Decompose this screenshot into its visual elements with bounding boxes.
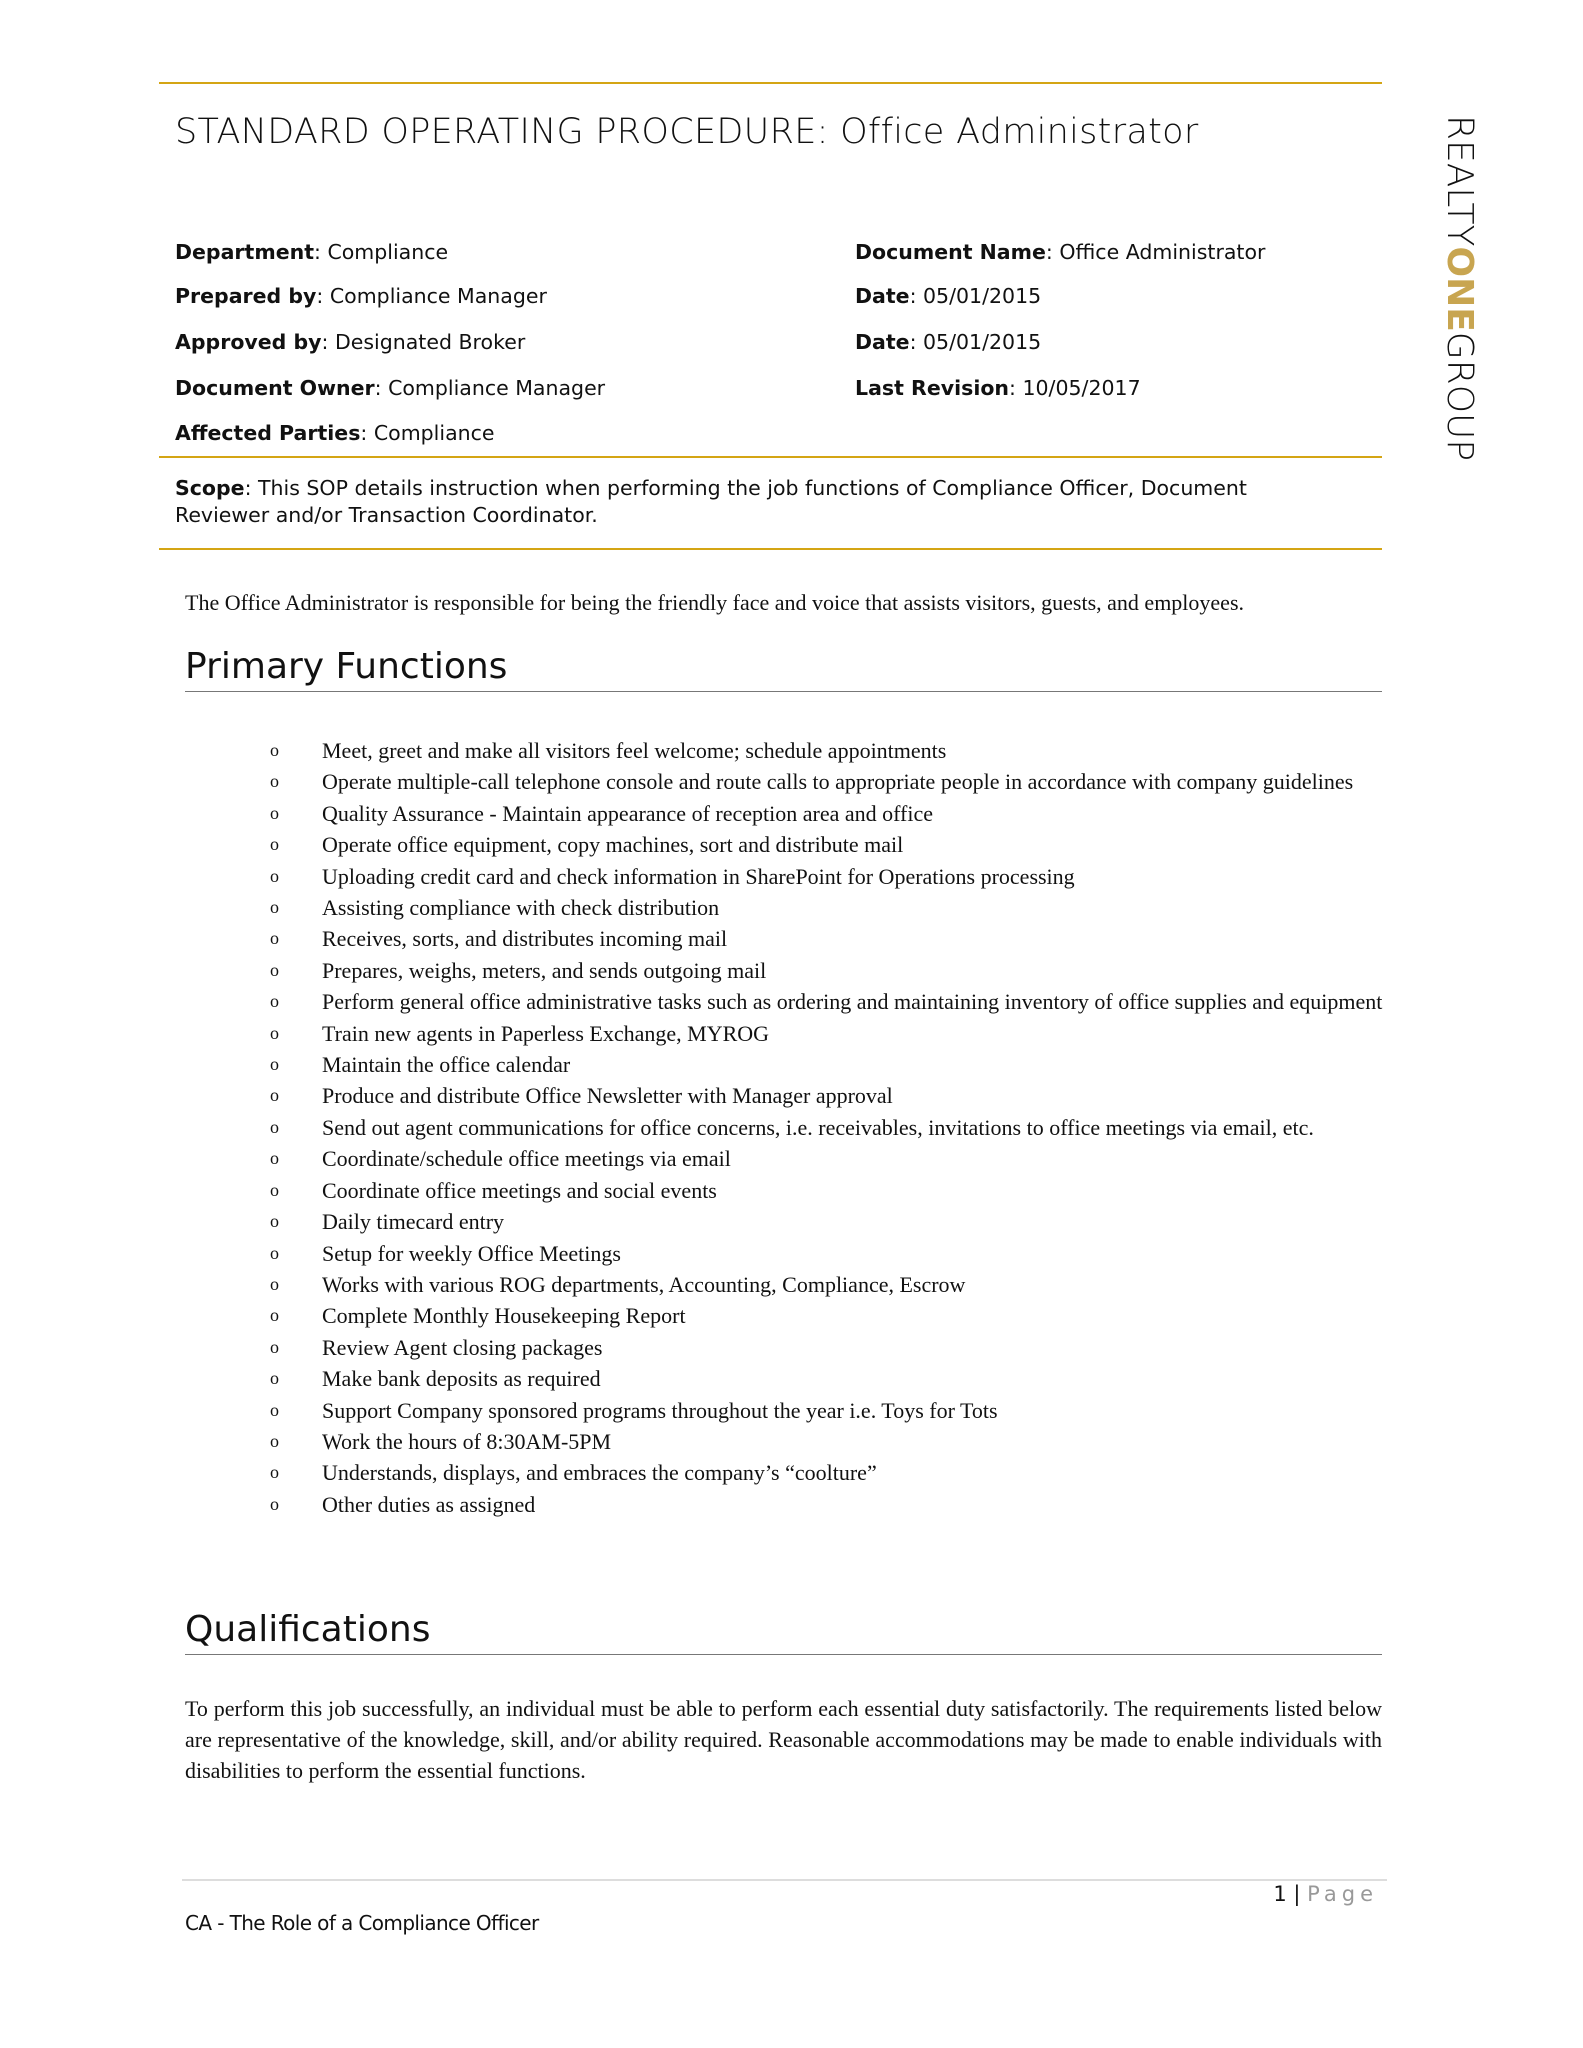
info-department: Department: Compliance — [175, 240, 449, 264]
list-item-text: Operate office equipment, copy machines, sort and distribute mail — [322, 832, 904, 858]
bullet-icon: o — [270, 1368, 279, 1389]
scope-divider — [159, 548, 1382, 550]
list-item — [270, 923, 1470, 954]
primary-functions-heading: Primary Functions — [185, 646, 1382, 692]
bullet-icon: o — [270, 897, 279, 918]
bullet-icon: o — [270, 1462, 279, 1483]
list-item — [270, 735, 1470, 766]
bullet-icon: o — [270, 1273, 279, 1294]
info-affected-parties: Affected Parties: Compliance — [175, 421, 495, 445]
functions-list — [270, 735, 1470, 1520]
list-item-text: Coordinate/schedule office meetings via email — [322, 1146, 731, 1172]
bullet-icon: o — [270, 1085, 279, 1106]
list-item-text: Work the hours of 8:30AM-5PM — [322, 1428, 612, 1454]
list-item — [270, 955, 1470, 986]
list-item-text: Review Agent closing packages — [322, 1334, 603, 1360]
list-item — [270, 1080, 1470, 1111]
list-item — [270, 829, 1470, 860]
list-item-text: Train new agents in Paperless Exchange, MYROG — [322, 1020, 770, 1046]
list-item — [270, 1049, 1470, 1080]
bullet-icon: o — [270, 1148, 279, 1169]
list-item — [270, 1300, 1470, 1331]
list-item — [270, 1238, 1470, 1269]
bullet-icon: o — [270, 991, 279, 1012]
list-item-text: Assisting compliance with check distribution — [322, 895, 720, 921]
list-item-text: Prepares, weighs, meters, and sends outgoing mail — [322, 957, 767, 983]
list-item-text: Quality Assurance - Maintain appearance of reception area and office — [322, 800, 934, 826]
list-item — [270, 798, 1470, 829]
list-item — [270, 1363, 1470, 1394]
list-item — [270, 1018, 1470, 1049]
bullet-icon: o — [270, 865, 279, 886]
bullet-icon: o — [270, 802, 279, 823]
bullet-icon: o — [270, 1305, 279, 1326]
list-item-text: Perform general office administrative tasks such as ordering and maintaining inventory of office supplies and equipment — [322, 989, 1383, 1015]
bullet-icon: o — [270, 1430, 279, 1451]
bullet-icon: o — [270, 1116, 279, 1137]
list-item — [270, 892, 1470, 923]
list-item — [270, 1143, 1470, 1174]
document-title: STANDARD OPERATING PROCEDURE: Office Administrator — [175, 112, 1199, 152]
list-item-text: Coordinate office meetings and social events — [322, 1177, 717, 1203]
bullet-icon: o — [270, 1179, 279, 1200]
list-item — [270, 1457, 1470, 1488]
list-item-text: Send out agent communications for office concerns, i.e. receivables, invitations to office meetings via email, etc. — [322, 1114, 1314, 1140]
bullet-icon: o — [270, 959, 279, 980]
footer-doc-title: CA - The Role of a Compliance Officer — [185, 1911, 539, 1935]
bullet-icon: o — [270, 1242, 279, 1263]
list-item-text: Understands, displays, and embraces the company’s “coolture” — [322, 1460, 877, 1486]
info-document-name: Document Name: Office Administrator — [855, 240, 1266, 264]
bullet-icon: o — [270, 834, 279, 855]
intro-paragraph: The Office Administrator is responsible for being the friendly face and voice that assists visitors, guests, and employees. — [185, 590, 1245, 615]
info-prepared-by: Prepared by: Compliance Manager — [175, 284, 547, 308]
list-item-text: Uploading credit card and check information in SharePoint for Operations processing — [322, 863, 1075, 889]
list-item — [270, 1332, 1470, 1363]
list-item — [270, 1175, 1470, 1206]
list-item-text: Other duties as assigned — [322, 1491, 536, 1517]
list-item — [270, 986, 1470, 1017]
list-item — [270, 1426, 1470, 1457]
bullet-icon: o — [270, 740, 279, 760]
scope: Scope: This SOP details instruction when performing the job functions of Compliance Officer, Document Reviewer and/or Transaction Coordinator. — [175, 476, 1247, 527]
list-item-text: Works with various ROG departments, Accounting, Compliance, Escrow — [322, 1271, 966, 1297]
bullet-icon: o — [270, 1211, 279, 1232]
list-item — [270, 1489, 1470, 1520]
page-number: 1 | Page — [1273, 1882, 1378, 1906]
bullet-icon: o — [270, 928, 279, 949]
list-item-text: Operate multiple-call telephone console and route calls to appropriate people in accordance with company guidelines — [322, 769, 1354, 795]
bullet-icon: o — [270, 1054, 279, 1075]
top-divider — [159, 82, 1382, 84]
bullet-icon: o — [270, 771, 279, 792]
bullet-icon: o — [270, 1493, 279, 1514]
info-document-owner: Document Owner: Compliance Manager — [175, 376, 606, 400]
bullet-icon: o — [270, 1022, 279, 1043]
company-logo: REALTYONEGROUP — [1439, 115, 1480, 462]
list-item — [270, 1269, 1470, 1300]
list-item-text: Support Company sponsored programs throughout the year i.e. Toys for Tots — [322, 1397, 998, 1423]
list-item-text: Receives, sorts, and distributes incoming mail — [322, 926, 728, 952]
list-item-text: Make bank deposits as required — [322, 1366, 601, 1392]
info-date-approved: Date: 05/01/2015 — [855, 330, 1042, 354]
footer-divider — [182, 1879, 1387, 1881]
qualifications-heading: Qualifications — [185, 1609, 1382, 1655]
list-item — [270, 766, 1470, 797]
list-item-text: Daily timecard entry — [322, 1209, 505, 1235]
bullet-icon: o — [270, 1336, 279, 1357]
list-item-text: Meet, greet and make all visitors feel welcome; schedule appointments — [322, 738, 947, 763]
info-date-prepared: Date: 05/01/2015 — [855, 284, 1042, 308]
info-last-revision: Last Revision: 10/05/2017 — [855, 376, 1141, 400]
list-item-text: Produce and distribute Office Newsletter with Manager approval — [322, 1083, 893, 1109]
list-item-text: Complete Monthly Housekeeping Report — [322, 1303, 686, 1329]
list-item — [270, 1112, 1470, 1143]
info-divider — [159, 456, 1382, 458]
list-item — [270, 861, 1470, 892]
list-item-text: Maintain the office calendar — [322, 1052, 571, 1078]
info-approved-by: Approved by: Designated Broker — [175, 330, 526, 354]
list-item — [270, 1395, 1470, 1426]
list-item-text: Setup for weekly Office Meetings — [322, 1240, 621, 1266]
qualifications-paragraph: To perform this job successfully, an individual must be able to perform each essential duty satisfactorily. The requirements listed below are representative of the knowledge, skill, and/or ability required. Reasonable accommodations may be made to enable individuals with disabilities to perform the essential functions. — [185, 1696, 1382, 1783]
list-item — [270, 1206, 1470, 1237]
bullet-icon: o — [270, 1399, 279, 1420]
